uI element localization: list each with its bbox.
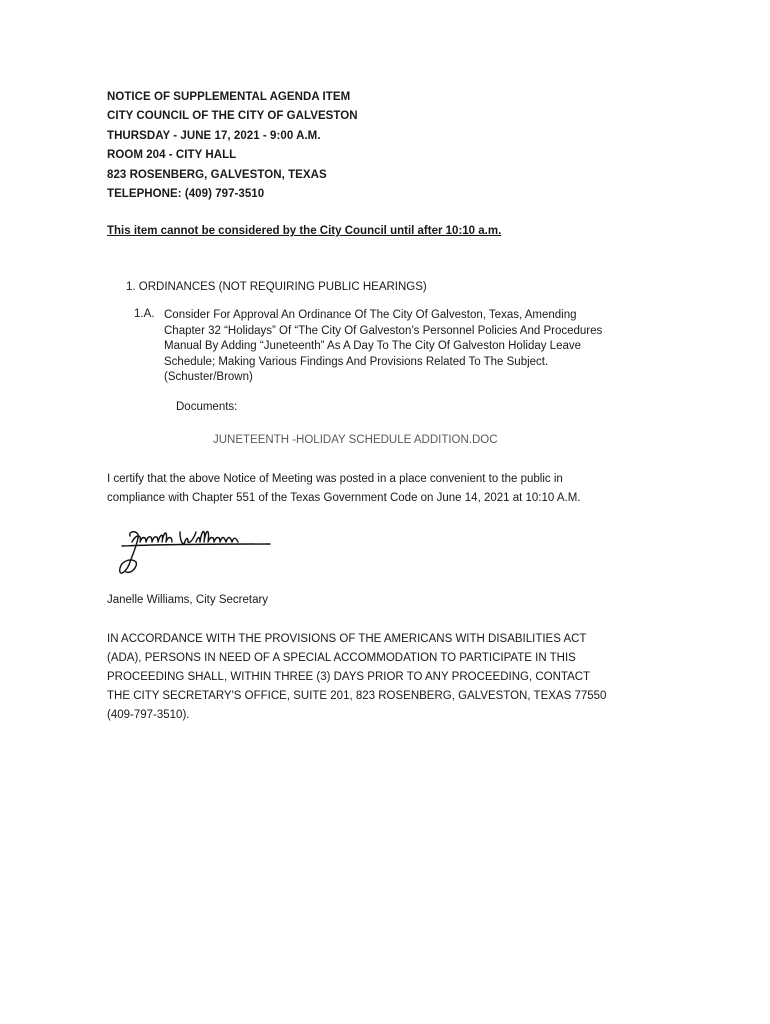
agenda-item-line: Consider For Approval An Ordinance Of The City Of Galveston, Texas, Amending bbox=[164, 309, 577, 321]
ordinances-section-heading: 1. ORDINANCES (NOT REQUIRING PUBLIC HEARINGS) bbox=[126, 281, 427, 293]
meeting-datetime: THURSDAY - JUNE 17, 2021 - 9:00 A.M. bbox=[107, 129, 321, 142]
signer-name-title: Janelle Williams, City Secretary bbox=[107, 594, 269, 606]
meeting-address: 823 ROSENBERG, GALVESTON, TEXAS bbox=[107, 168, 327, 181]
agenda-item-line: Manual By Adding “Juneteenth” As A Day To The City Of Galveston Holiday Leave bbox=[164, 340, 582, 353]
meeting-room: ROOM 204 - CITY HALL bbox=[107, 149, 237, 162]
posting-certification bbox=[107, 470, 581, 508]
agenda-header bbox=[107, 88, 358, 204]
ada-line: IN ACCORDANCE WITH THE PROVISIONS OF THE AMERICANS WITH DISABILITIES ACT bbox=[107, 633, 587, 645]
ada-accommodation-notice bbox=[107, 630, 606, 725]
ada-line: THE CITY SECRETARY'S OFFICE, SUITE 201, 823 ROSENBERG, GALVESTON, TEXAS 77550 bbox=[107, 690, 607, 702]
ada-line: (409-797-3510). bbox=[107, 709, 190, 721]
documents-label: Documents: bbox=[176, 401, 238, 413]
meeting-telephone: TELEPHONE: (409) 797-3510 bbox=[107, 188, 265, 201]
agenda-item-description bbox=[164, 308, 644, 386]
handwritten-signature bbox=[110, 522, 280, 584]
ada-line: PROCEEDING SHALL, WITHIN THREE (3) DAYS PRIOR TO ANY PROCEEDING, CONTACT bbox=[107, 671, 591, 683]
consideration-time-notice: This item cannot be considered by the City Council until after 10:10 a.m. bbox=[107, 225, 502, 237]
notice-title: NOTICE OF SUPPLEMENTAL AGENDA ITEM bbox=[107, 91, 351, 103]
ada-line: (ADA), PERSONS IN NEED OF A SPECIAL ACCOMMODATION TO PARTICIPATE IN THIS bbox=[107, 652, 576, 664]
agenda-item-sponsors: (Schuster/Brown) bbox=[164, 371, 253, 384]
document-attachment-link[interactable]: JUNETEENTH -HOLIDAY SCHEDULE ADDITION.DOC bbox=[213, 434, 498, 446]
certification-line: compliance with Chapter 551 of the Texas Government Code on June 14, 2021 at 10:10 A.M. bbox=[107, 492, 581, 504]
agenda-item-line: Chapter 32 “Holidays” Of “The City Of Galveston’s Personnel Policies And Procedures bbox=[164, 324, 603, 337]
agenda-item-number: 1.A. bbox=[134, 308, 155, 320]
certification-line: I certify that the above Notice of Meeting was posted in a place convenient to the public in bbox=[107, 473, 563, 485]
agenda-item-line: Schedule; Making Various Findings And Provisions Related To The Subject. bbox=[164, 355, 549, 368]
council-name: CITY COUNCIL OF THE CITY OF GALVESTON bbox=[107, 110, 358, 123]
